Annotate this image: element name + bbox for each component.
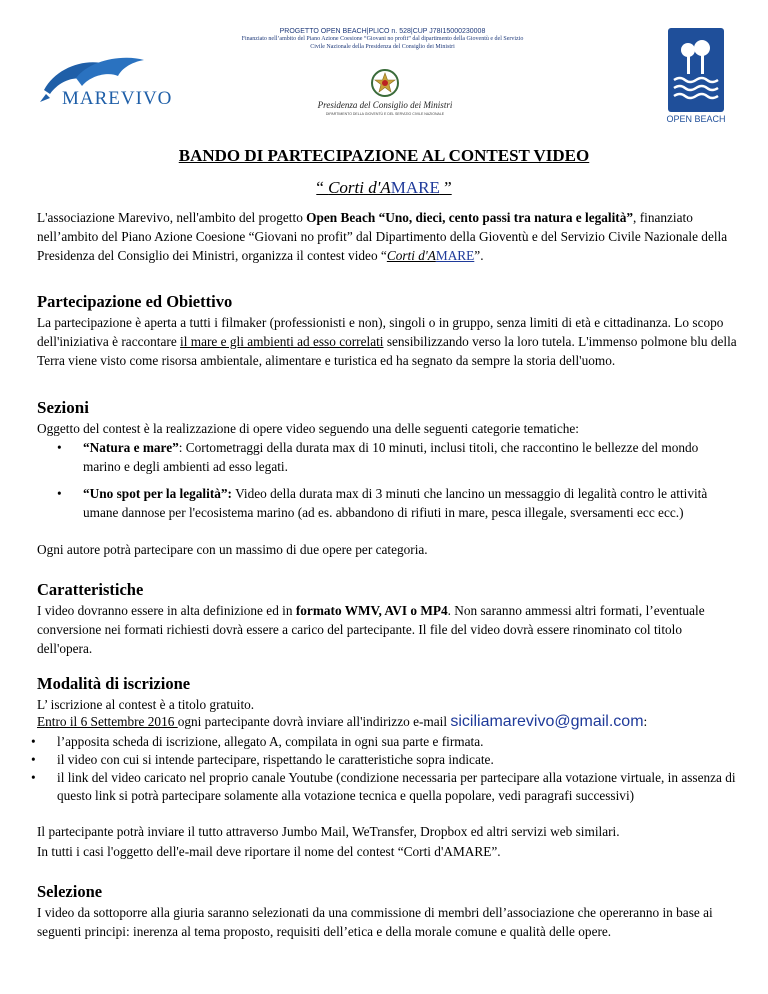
caratteristiche-formats: formato WMV, AVI o MP4	[295, 603, 448, 618]
category-description: Video della durata max di 3 minuti che lancino un messaggio di legalità contro le attività umane dannose per l'ecosistema marino (ad es. abbandono di rifiuti in mare, pesca illegale, sversamenti ecc ecc.)	[83, 486, 708, 520]
contact-email-link[interactable]: siciliamarevivo@gmail.com	[450, 713, 644, 730]
contest-name-open: “	[316, 178, 329, 197]
caratteristiche-text-1: I video dovranno essere in alta definizione ed in	[37, 603, 296, 618]
partecipazione-paragraph	[37, 313, 737, 370]
intro-project-name: Open Beach “Uno, dieci, cento passi tra natura e legalità”	[306, 210, 634, 225]
open-beach-logo	[668, 28, 724, 128]
intro-contest-mare: MARE	[435, 248, 475, 263]
list-item: • l’apposita scheda di iscrizione, allegato A, compilata in ogni sua parte e firmata.	[11, 733, 737, 751]
modalita-line-1: L’ iscrizione al contest è a titolo gratuito.	[37, 697, 255, 712]
financing-line-1: Finanziato nell’ambito del Piano Azione Coesione “Giovani no profit” dal dipartimento della Gioventù e del Servizio	[241, 36, 524, 42]
category-title: “Natura e mare”	[83, 440, 179, 455]
contest-name-corti: Corti d'A	[328, 178, 391, 197]
marevivo-brand-name: MAREVIVO	[62, 88, 173, 109]
deadline-text: ogni partecipante dovrà inviare all'indirizzo e-mail	[177, 714, 451, 729]
heading-selezione: Selezione	[37, 882, 103, 901]
modalita-line-3: Il partecipante potrà inviare il tutto attraverso Jumbo Mail, WeTransfer, Dropbox ed altri servizi web similari.	[37, 824, 620, 839]
financing-line-2: Civile Nazionale della Presidenza del Consiglio dei Ministri	[310, 44, 455, 50]
list-item: • il link del video caricato nel proprio canale Youtube (condizione necessaria per partecipare alla votazione virtuale, in assenza di questo link si potrà partecipare solamente alla votazione tecnica e quella popolare, vedi paragrafi successivi)	[11, 769, 737, 805]
italian-republic-emblem-icon	[370, 68, 400, 98]
caratteristiche-text-2: . Non saranno ammessi altri formati, l’eventuale conversione nei formati richiesti dovrà essere a carico del partecipante. Il file del video dovrà essere rinominato col titolo dell'opera.	[37, 603, 705, 656]
contest-name-mare: MARE	[390, 178, 440, 197]
list-item	[37, 438, 737, 476]
partecipazione-text-2: sensibilizzando verso la loro tutela. L'immenso polmone blu della Terra viene visto come risorsa ambientale, alimentare e turistica ed ha segnato da sempre la storia dell'uomo.	[37, 334, 737, 368]
heading-caratteristiche: Caratteristiche	[37, 580, 144, 599]
heading-partecipazione: Partecipazione ed Obiettivo	[37, 292, 233, 311]
intro-paragraph	[37, 208, 737, 265]
partecipazione-underlined: il mare e gli ambienti ad esso correlati	[180, 334, 384, 349]
intro-text-1: L'associazione Marevivo, nell'ambito del progetto	[37, 210, 307, 225]
open-beach-label: OPEN BEACH	[666, 114, 726, 124]
list-item: • il video con cui si intende partecipare, rispettando le caratteristiche sopra indicate.	[11, 751, 737, 769]
modalita-list	[37, 733, 737, 805]
intro-text-2: , finanziato nell’ambito del Piano Azione Coesione “Giovani no profit” dal Dipartimento della Gioventù e del Servizio Civile Nazionale della Presidenza del Consiglio dei Ministri, organizza il contest video “	[37, 210, 728, 263]
intro-contest-corti: Corti d'A	[386, 248, 436, 263]
selezione-paragraph: I video da sottoporre alla giuria saranno selezionati da una commissione di membri dell’associazione che opereranno in base ai seguenti principi: inerenza al tema proposto, requisiti dell’etica e della morale comune e qualità delle opere.	[37, 905, 713, 939]
contest-name-close: ”	[439, 178, 452, 197]
caratteristiche-paragraph	[37, 601, 737, 658]
deadline-date: Entro il 6 Settembre 2016	[37, 714, 178, 729]
sezioni-intro: Oggetto del contest è la realizzazione di opere video seguendo una delle seguenti categorie tematiche:	[37, 421, 579, 436]
modalita-deadline-line	[37, 712, 737, 731]
project-code-line: PROGETTO OPEN BEACH|PLICO n. 528|CUP J78I15000230008	[279, 28, 486, 35]
document-title: BANDO DI PARTECIPAZIONE AL CONTEST VIDEO	[178, 146, 590, 165]
category-title: “Uno spot per la legalità”:	[83, 486, 232, 501]
list-item	[37, 484, 737, 522]
sezioni-closing: Ogni autore potrà partecipare con un massimo di due opere per categoria.	[37, 542, 428, 557]
sezioni-list	[37, 438, 737, 522]
presidency-department-label: DIPARTIMENTO DELLA GIOVENTÙ E DEL SERVIZIO CIVILE NAZIONALE	[325, 112, 445, 116]
heading-modalita: Modalità di iscrizione	[37, 674, 191, 693]
presidency-label: Presidenza del Consiglio dei Ministri	[317, 100, 453, 110]
heading-sezioni: Sezioni	[37, 398, 89, 417]
contest-name	[0, 178, 768, 198]
deadline-colon: :	[643, 714, 648, 729]
category-description: : Cortometraggi della durata max di 10 minuti, inclusi titoli, che raccontino le bellezze del mondo marino e degli ambienti ad esso legati.	[83, 440, 699, 474]
modalita-line-4: In tutti i casi l'oggetto dell'e-mail deve riportare il nome del contest “Corti d'AMARE”.	[37, 844, 501, 859]
partecipazione-text-1: La partecipazione è aperta a tutti i filmaker (professionisti e non), singoli o in gruppo, senza limiti di età e cittadinanza. Lo scopo dell'iniziativa è raccontare	[37, 315, 724, 349]
project-header	[210, 28, 555, 51]
intro-text-3: ”.	[474, 248, 484, 263]
